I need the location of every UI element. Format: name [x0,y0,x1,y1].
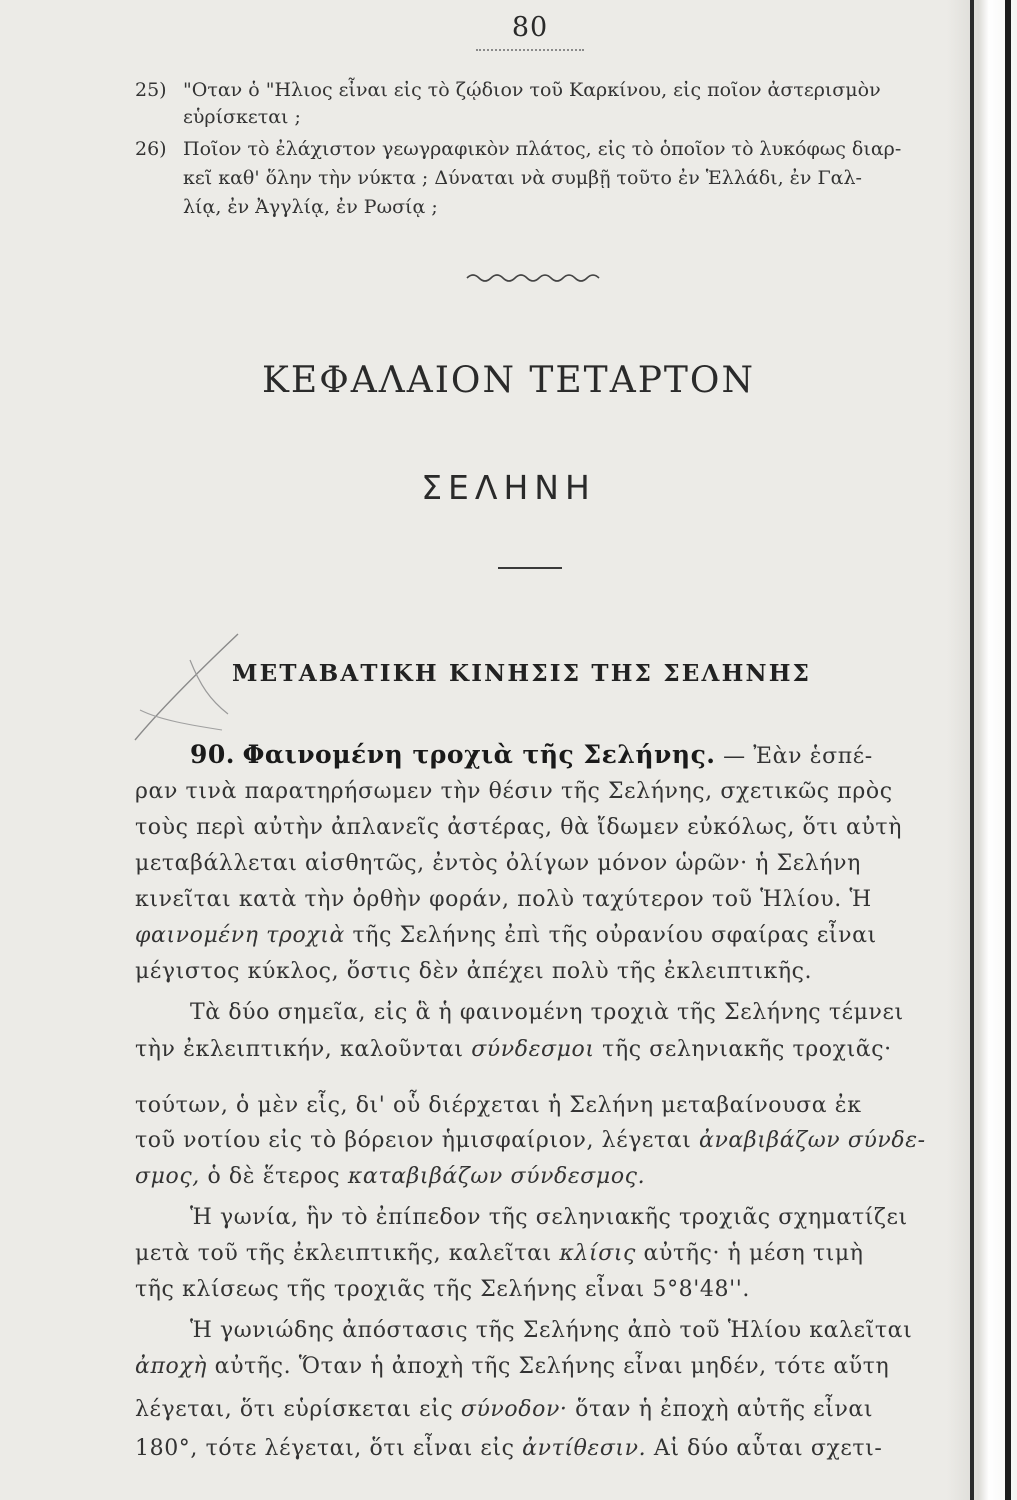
question-text-line: "Οταν ὁ "Ηλιος εἶναι εἰς τὸ ζῴδιον τοῦ Καρκίνου, εἰς ποῖον ἀστερισμὸν [183,79,881,101]
question-text-line: κεῖ καθ' ὅλην τὴν νύκτα ; Δύναται νὰ συμβῇ τοῦτο ἐν Ἑλλάδι, ἐν Γαλ- [183,167,862,189]
text-run: μετὰ τοῦ τῆς ἐκλειπτικῆς, καλεῖται [135,1241,560,1266]
question-number: 25) [135,79,167,101]
text-run: τοῦ νοτίου εἰς τὸ βόρειον ἡμισφαίριον, λέγεται [135,1128,699,1153]
article-heading: Φαινομένη τροχιὰ τῆς Σελήνης. [242,740,716,769]
text-run: ὅταν ἡ ἐποχὴ αὐτῆς εἶναι [567,1397,874,1422]
paragraph-line: τούτων, ὁ μὲν εἷς, δι' οὗ διέρχεται ἡ Σελήνη μεταβαίνουσα ἐκ [135,1093,862,1118]
text-run: τῆς Σελήνης ἐπὶ τῆς οὐρανίου σφαίρας εἶναι [344,923,877,948]
question-number: 26) [135,138,167,160]
page-number-rule [476,49,584,51]
paragraph-line [135,1354,930,1379]
emphasis-term: κλίσις [559,1241,636,1266]
paragraph-line [135,1164,930,1189]
paragraph-line: τοὺς περὶ αὐτὴν ἀπλανεῖς ἀστέρας, θὰ ἴδωμεν εὐκόλως, ὅτι αὐτὴ [135,815,902,840]
paragraph-line: Ἡ γωνία, ἣν τὸ ἐπίπεδον τῆς σεληνιακῆς τροχιᾶς σχηματίζει [190,1205,908,1230]
text-run: αὐτῆς. Ὅταν ἡ ἀποχὴ τῆς Σελήνης εἶναι μηδέν, τότε αὕτη [207,1354,890,1379]
section-title: ΣΕΛΗΝΗ [421,468,596,507]
text-run: ὁ δὲ ἕτερος [199,1164,348,1189]
section-rule [498,567,562,569]
paragraph-line: μέγιστος κύκλος, ὅστις δὲν ἀπέχει πολὺ τῆς ἐκλειπτικῆς. [135,959,813,984]
text-run: — Ἐὰν ἑσπέ- [715,744,873,769]
spine-edge-line [970,0,974,1500]
question-text-line: εὑρίσκεται ; [183,106,301,128]
chapter-title: ΚΕΦΑΛΑΙΟΝ ΤΕΤΑΡΤΟΝ [262,360,755,401]
text-run: Αἱ δύο αὗται σχετι- [646,1436,883,1461]
paragraph-line [135,1128,930,1153]
paragraph-line [135,923,930,948]
text-run: τὴν ἐκλειπτικήν, καλοῦνται [135,1037,472,1062]
text-run: 180°, τότε λέγεται, ὅτι εἶναι εἰς [135,1436,523,1461]
emphasis-term: ἀποχὴ [135,1354,208,1379]
paragraph-line: μεταβάλλεται αἰσθητῶς, ἐντὸς ὀλίγων μόνον ὡρῶν· ἡ Σελήνη [135,851,861,876]
text-run: τῆς σεληνιακῆς τροχιᾶς· [594,1037,892,1062]
question-text-line: Ποῖον τὸ ἐλάχιστον γεωγραφικὸν πλάτος, εἰς τὸ ὁποῖον τὸ λυκόφως διαρ- [183,138,902,160]
paragraph-line: τῆς κλίσεως τῆς τροχιᾶς τῆς Σελήνης εἶναι 5°8'48''. [135,1277,751,1302]
emphasis-term: ἀναβιβάζων σύνδε- [699,1128,926,1153]
paragraph-line [135,1037,930,1062]
pencil-cross-mark [130,630,250,750]
text-run: αὐτῆς· ἡ μέση τιμὴ [635,1241,864,1266]
paragraph-line: ραν τινὰ παρατηρήσωμεν τὴν θέσιν τῆς Σελήνης, σχετικῶς πρὸς [135,779,893,804]
paragraph-line: Ἡ γωνιώδης ἀπόστασις τῆς Σελήνης ἀπὸ τοῦ Ἡλίου καλεῖται [190,1318,913,1343]
emphasis-term: σύνοδον· [460,1397,568,1422]
emphasis-term: σμος, [135,1164,200,1189]
wavy-ornament-divider [465,270,605,290]
question-text-line: λίᾳ, ἐν Ἀγγλίᾳ, ἐν Ρωσίᾳ ; [183,196,438,218]
article-number: 90. [190,740,235,769]
emphasis-term: φαινομένη τροχιὰ [135,923,345,948]
paragraph-line: κινεῖται κατὰ τὴν ὀρθὴν φοράν, πολὺ ταχύτερον τοῦ Ἡλίου. Ἡ [135,887,872,912]
spine-edge-line [1005,0,1011,1500]
subsection-title: ΜΕΤΑΒΑΤΙΚΗ ΚΙΝΗΣΙΣ ΤΗΣ ΣΕΛΗΝΗΣ [232,660,812,687]
paragraph-line: Τὰ δύο σημεῖα, εἰς ἃ ἡ φαινομένη τροχιὰ τῆς Σελήνης τέμνει [190,1000,904,1025]
paragraph-line [135,1436,930,1461]
paragraph-line [135,1397,930,1422]
emphasis-term: καταβιβάζων σύνδεσμος. [347,1164,646,1189]
paragraph-line [135,1241,930,1266]
emphasis-term: σύνδεσμοι [471,1037,595,1062]
emphasis-term: ἀντίθεσιν. [522,1436,647,1461]
page-number: 80 [511,12,549,43]
text-run: λέγεται, ὅτι εὑρίσκεται εἰς [135,1397,461,1422]
article-first-line [190,740,930,769]
